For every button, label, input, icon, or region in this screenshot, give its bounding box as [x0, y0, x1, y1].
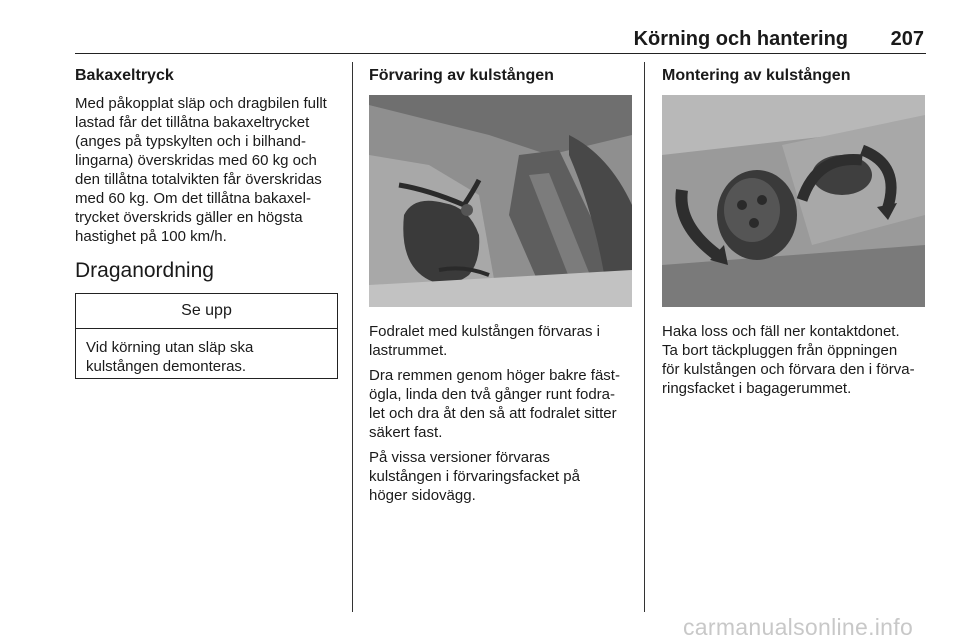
paragraph-montering: Haka loss och fäll ner kontaktdonet. Ta bort täckpluggen från öppningen för kulstången och förvara den i förva- ringsfacket i bagagerummet. [662, 323, 915, 397]
header-divider [75, 53, 926, 54]
column-2 [369, 66, 637, 94]
section-heading-bakaxeltryck: Bakaxeltryck [75, 67, 174, 84]
paragraph-forvaring-2: Dra remmen genom höger bakre fäst- ögla, linda den två gånger runt fodra- let och dra åt den så att fodralet sitter säkert fast. [369, 367, 620, 441]
column-divider-1 [352, 62, 353, 612]
column-1 [75, 66, 343, 252]
caution-box [75, 293, 338, 379]
section-heading-forvaring: Förvaring av kulstången [369, 67, 554, 84]
section-heading-montering: Montering av kulstången [662, 67, 851, 84]
column-3 [662, 66, 930, 94]
caution-text: Vid körning utan släp ska kulstången demonteras. [86, 339, 254, 375]
trunk-storage-illustration [369, 95, 632, 307]
paragraph-forvaring-3: På vissa versioner förvaras kulstången i förvaringsfacket på höger sidovägg. [369, 449, 580, 504]
page-number: 207 [890, 28, 924, 50]
chapter-title: Körning och hantering [633, 28, 848, 50]
page-header [75, 28, 926, 52]
section-heading-draganordning: Draganordning [75, 259, 214, 282]
column-2-text [369, 322, 637, 511]
caution-label: Se upp [76, 294, 337, 329]
column-3-text [662, 322, 930, 404]
connector-illustration [662, 95, 925, 307]
column-divider-2 [644, 62, 645, 612]
paragraph-bakaxeltryck: Med påkopplat släp och dragbilen fullt lastad får det tillåtna bakaxeltrycket (anges på typskylten och i bilhand- lingarna) överskridas med 60 kg och den tillåtna totalvikten får överskridas med 60 kg. Om det tillåtna bakaxel- trycket överskrids gäller en högsta hastighet på 100 km/h. [75, 95, 327, 245]
paragraph-forvaring-1: Fodralet med kulstången förvaras i lastrummet. [369, 323, 600, 359]
site-watermark: carmanualsonline.info [683, 614, 914, 640]
